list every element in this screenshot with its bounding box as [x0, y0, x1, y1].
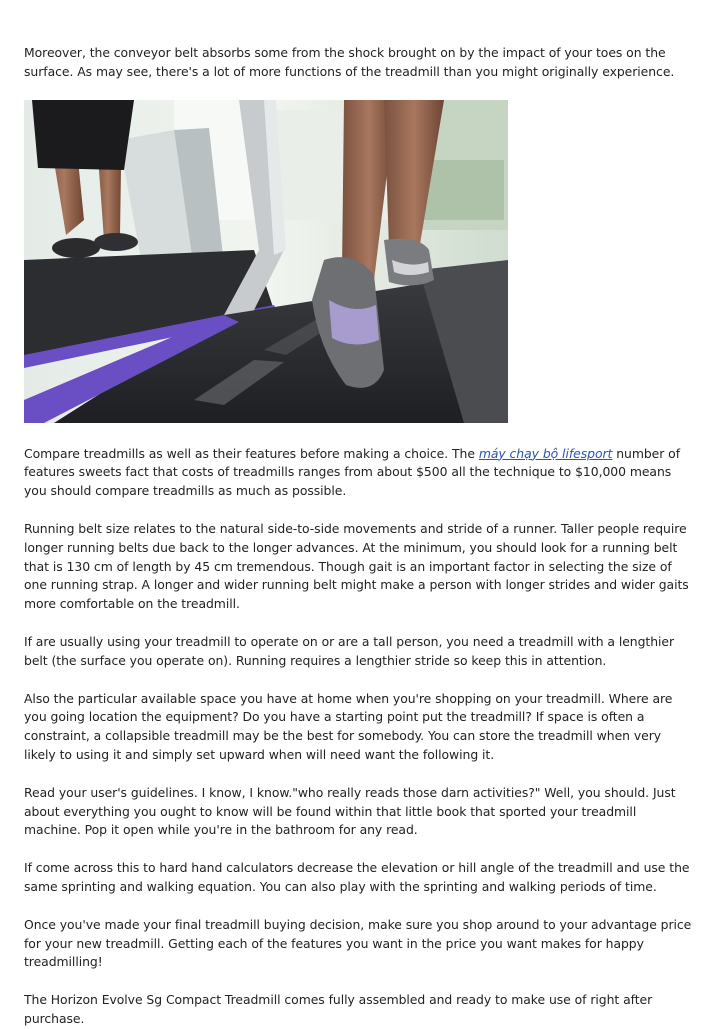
- article: [24, 44, 696, 1029]
- paragraph-compare: [24, 445, 696, 501]
- paragraph-compare-before: Compare treadmills as well as their features before making a choice. The: [24, 445, 479, 461]
- paragraph-belt-size: Running belt size relates to the natural side-to-side movements and stride of a runner. Taller people require longer running belts due back to the longer advances. At the minimum, you should look for a running belt that is 130 cm of length by 45 cm tremendous. Though gait is an important factor in selecting the size of one running strap. A longer and wider running belt might make a person with longer strides and wider gaits more comfortable on the treadmill.: [24, 520, 689, 612]
- lifesport-link[interactable]: máy chạy bộ lifesport: [478, 445, 613, 461]
- paragraph-tall-person: If are usually using your treadmill to operate on or are a tall person, you need a treadmill with a lengthier belt (the surface you operate on). Running requires a lengthier stride so keep this in attention.: [24, 633, 675, 668]
- paragraph-buying: Once you've made your final treadmill buying decision, make sure you shop around to your advantage price for your new treadmill. Getting each of the features you want in the price you want makes for happy treadmilling!: [24, 916, 692, 970]
- paragraph-intro: Moreover, the conveyor belt absorbs some from the shock brought on by the impact of your toes on the surface. As may see, there's a lot of more functions of the treadmill than you might originally experience.: [24, 45, 675, 79]
- paragraph-space: Also the particular available space you have at home when you're shopping on your treadmill. Where are you going location the equipment? Do you have a starting point put the treadmill? If space is often a constraint, a collapsible treadmill may be the best for somebody. You can store the treadmill when very likely to using it and simply set upward when will need want the following it.: [24, 690, 673, 762]
- paragraph-guidelines: Read your user's guidelines. I know, I know."who really reads those darn activities?" Well, you should. Just about everything you ought to know will be found within that little book that sported your treadmill machine. Pop it open while you're in the bathroom for any read.: [24, 784, 676, 838]
- paragraph-compare-after: number of features sweets fact that costs of treadmills ranges from about $500 all the technique to $10,000 means you should compare treadmills as much as possible.: [24, 445, 681, 499]
- paragraph-elevation: If come across this to hard hand calculators decrease the elevation or hill angle of the treadmill and use the same sprinting and walking equation. You can also play with the sprinting and walking periods of time.: [24, 860, 690, 894]
- treadmill-photo: [24, 100, 508, 423]
- paragraph-horizon: The Horizon Evolve Sg Compact Treadmill comes fully assembled and ready to make use of right after purchase.: [24, 992, 653, 1026]
